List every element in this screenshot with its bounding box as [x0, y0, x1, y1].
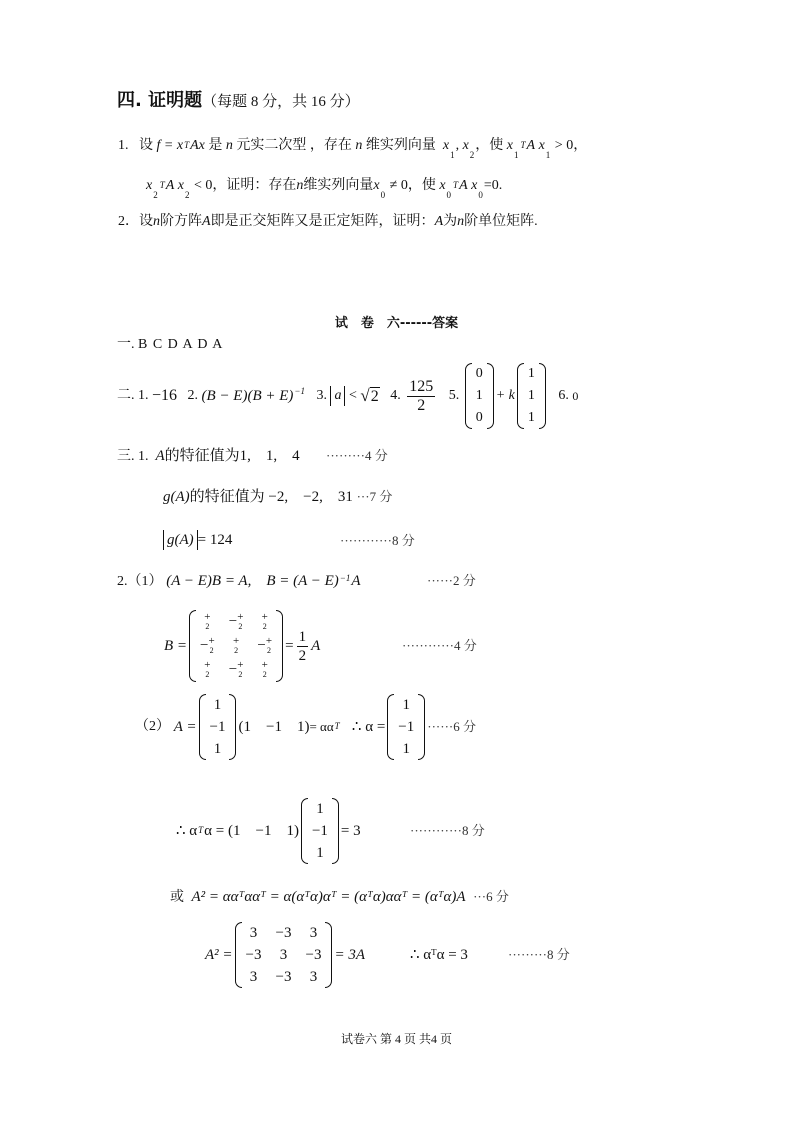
- matrix-b-line: [164, 608, 477, 684]
- section-title: 四. 证明题: [117, 90, 203, 111]
- math: x: [462, 138, 469, 153]
- matrix-cells: [524, 363, 539, 429]
- item-number: 3.: [316, 388, 327, 403]
- score: ···6 分: [473, 889, 509, 904]
- part-label: 二.: [117, 388, 135, 403]
- item-number: 5.: [448, 388, 460, 403]
- part-label: 三.: [117, 449, 135, 464]
- cell-stack: [204, 660, 210, 680]
- left-paren: [465, 363, 472, 429]
- math: A² = ααᵀααᵀ = α(αᵀα)αᵀ = (αᵀα)ααᵀ = (αᵀα)A: [191, 889, 466, 905]
- math: x: [506, 138, 513, 153]
- math-sub: 2: [185, 190, 190, 200]
- numerator: 1: [298, 628, 307, 645]
- score: ······2 分: [427, 573, 476, 588]
- math-sup: T: [334, 721, 340, 731]
- text: 阶单位矩阵.: [464, 214, 538, 229]
- math: = 3: [340, 823, 361, 839]
- matrix-cell: [200, 612, 215, 632]
- matrix-cell: 1: [316, 801, 324, 817]
- matrix-cell: [257, 612, 272, 632]
- matrix-cell: 0: [475, 366, 483, 381]
- math: (A − E)B = A, B = (A − E): [166, 573, 339, 589]
- matrix-cells: [196, 610, 276, 682]
- math: A: [459, 178, 468, 193]
- text: 是: [208, 138, 223, 153]
- cell-bottom: 2: [205, 670, 210, 679]
- math: A: [434, 214, 444, 229]
- math: = αα: [309, 719, 334, 734]
- matrix-cells: [242, 922, 326, 988]
- cell-stack: [204, 612, 210, 632]
- math-sup: −1: [339, 573, 351, 583]
- cell-stack: [262, 660, 268, 680]
- matrix-cells: [206, 694, 230, 760]
- score: ·········8 分: [508, 947, 570, 962]
- math: A: [155, 448, 165, 464]
- alpha-vector: [387, 694, 425, 760]
- item-number: 2.: [187, 388, 199, 403]
- matrix-cell: [200, 636, 215, 656]
- math-sup: −1: [294, 386, 305, 396]
- matrix-cell: −3: [245, 947, 262, 963]
- sqrt-icon: √: [360, 386, 370, 405]
- matrix-cell: 3: [309, 925, 318, 941]
- math-sub: 0: [380, 190, 386, 200]
- cell-stack: [237, 612, 243, 632]
- text: > 0，: [554, 138, 588, 153]
- matrix-cell: 1: [213, 741, 222, 757]
- matrix-cell: [257, 636, 272, 656]
- part-3-q1-line-1: [117, 447, 388, 466]
- text: 维实列向量: [303, 178, 374, 193]
- cell-bottom: 2: [262, 670, 267, 679]
- alpha-t-alpha-line: [176, 794, 485, 868]
- page-footer: 试卷六 第 4 页 共4 页: [340, 1032, 452, 1046]
- matrix-cell: [229, 636, 244, 656]
- cell-bottom: 2: [267, 646, 271, 655]
- matrix-cell: 1: [475, 388, 483, 403]
- score-note: （每题 8 分，共 16 分）: [202, 94, 360, 110]
- text: 阶方阵: [160, 214, 202, 229]
- part-1-answers: [117, 336, 223, 354]
- cell-top: +: [265, 635, 273, 647]
- cell-top: +: [204, 659, 211, 671]
- text: 为: [443, 214, 458, 229]
- math: n: [457, 214, 465, 229]
- cell-top: +: [208, 635, 215, 647]
- column-vector: [301, 798, 339, 864]
- cell-bottom: 2: [205, 622, 210, 631]
- text: 2．设: [118, 214, 153, 229]
- cell-top: +: [232, 635, 240, 647]
- cell-bottom: 2: [262, 622, 267, 631]
- math: x: [373, 178, 380, 193]
- math: A =: [173, 719, 197, 735]
- cell-top: +: [261, 611, 268, 623]
- part-label: 一.: [117, 337, 135, 352]
- cell-stack: [266, 636, 272, 656]
- right-paren: [332, 798, 339, 864]
- item-number: 2.（1）: [117, 574, 163, 589]
- math: ∴ α: [176, 823, 198, 839]
- math-sub: 1: [514, 150, 519, 160]
- math: ∴ αᵀα = 3: [410, 947, 468, 963]
- answers-title: 试 卷 六------答案: [334, 316, 459, 331]
- math: α = (1 −1 1): [204, 823, 299, 839]
- math: A: [165, 178, 175, 193]
- math-sup: T: [198, 825, 204, 835]
- choice-answers: B C D A D A: [138, 337, 224, 352]
- text: 的特征值为1, 1, 4: [164, 448, 300, 464]
- left-paren: [189, 610, 196, 682]
- math: n: [355, 138, 363, 153]
- text: 设: [139, 138, 153, 153]
- math: x: [177, 178, 185, 193]
- text: ≠ 0，使: [389, 178, 436, 193]
- left-paren: [199, 694, 206, 760]
- item-number: 4.: [390, 388, 401, 403]
- matrix-cells: [394, 694, 418, 760]
- text: =0.: [483, 178, 503, 193]
- matrix-cell: [200, 660, 215, 680]
- cell-top: +: [261, 659, 268, 671]
- matrix-cell: 1: [527, 366, 535, 381]
- numerator: 125: [409, 377, 434, 395]
- question-2: [118, 213, 538, 231]
- math: A² =: [205, 947, 233, 963]
- item-number: 1.: [138, 449, 149, 464]
- matrix-cell: 3: [279, 947, 288, 963]
- right-paren: [325, 922, 332, 988]
- matrix-b: [189, 610, 283, 682]
- left-paren: [517, 363, 524, 429]
- item-number: 6.: [558, 388, 569, 403]
- cell-sign: −: [228, 661, 238, 678]
- matrix-cell: 3: [249, 925, 258, 941]
- math: n: [153, 214, 160, 229]
- vector: [517, 363, 546, 429]
- math: n: [296, 178, 304, 193]
- matrix-cells: [472, 363, 487, 429]
- text: < 0，证明：存在: [194, 178, 297, 193]
- text: ，使: [475, 138, 504, 153]
- right-paren: [229, 694, 236, 760]
- math-sup: T: [184, 140, 190, 150]
- math-abs: g(A): [163, 530, 198, 550]
- score: ······6 分: [427, 719, 476, 734]
- matrix-cell: [229, 612, 244, 632]
- left-paren: [301, 798, 308, 864]
- matrix-cell: 1: [402, 741, 411, 757]
- matrix-cell: −3: [275, 925, 292, 941]
- denominator: 2: [298, 647, 307, 664]
- a-squared-line: [205, 918, 570, 992]
- cell-sign: −: [228, 613, 238, 630]
- math-sub: 0: [478, 190, 483, 200]
- math-sub: 1: [545, 150, 551, 160]
- part-3-q1-line-2: [163, 488, 392, 506]
- part-3-q1-line-3: [163, 530, 415, 550]
- math: = 124: [197, 532, 233, 548]
- answer-abs: a: [330, 386, 345, 406]
- matrix-cell: 0: [475, 410, 483, 425]
- denominator: 2: [417, 396, 426, 414]
- alternative-line: [170, 888, 509, 907]
- cell-stack: [262, 612, 268, 632]
- matrix-cell: −3: [305, 947, 322, 963]
- vector: [465, 363, 494, 429]
- score: ············4 分: [402, 638, 477, 653]
- math: =: [285, 638, 294, 654]
- cell-top: +: [237, 611, 244, 623]
- matrix-cell: −1: [311, 823, 328, 839]
- score: ·········4 分: [326, 448, 388, 463]
- score: ············8 分: [340, 533, 415, 548]
- cell-top: +: [237, 659, 244, 671]
- math: = 3A: [334, 947, 365, 963]
- question-1-line-2: [146, 177, 503, 200]
- cell-bottom: 2: [238, 670, 243, 679]
- math: A: [351, 573, 361, 589]
- math: x: [471, 178, 478, 193]
- fraction: [407, 378, 435, 415]
- score: ············8 分: [410, 823, 485, 838]
- math-sub: 2: [469, 150, 475, 160]
- cell-stack: [233, 636, 239, 656]
- matrix-cell: −3: [275, 969, 292, 985]
- fraction: [297, 628, 309, 665]
- item-number: （2）: [135, 719, 170, 734]
- left-paren: [235, 922, 242, 988]
- matrix-cell: 1: [316, 845, 324, 861]
- score: ···7 分: [356, 489, 393, 504]
- math: + k: [495, 388, 515, 403]
- text: 元实二次型 ，存在: [236, 138, 352, 153]
- math-sub: 0: [446, 190, 452, 200]
- matrix-cells: [308, 798, 332, 864]
- matrix-cell: 3: [309, 969, 318, 985]
- math-sup: T: [453, 180, 459, 190]
- row-vector: (1 −1 1): [238, 719, 310, 735]
- question-number: 1.: [118, 138, 129, 153]
- math-sub: 2: [153, 190, 158, 200]
- part-2-line: [135, 690, 476, 764]
- answer: 0: [572, 389, 579, 403]
- math: Ax: [190, 138, 205, 153]
- math: x: [146, 178, 153, 193]
- math: <: [348, 388, 357, 403]
- math: B =: [164, 638, 188, 654]
- math: x: [439, 178, 446, 193]
- cell-bottom: 2: [209, 646, 214, 655]
- cell-sign: −: [257, 637, 266, 654]
- part-3-q2-line-1: [117, 572, 476, 591]
- answer: −16: [152, 387, 178, 404]
- matrix-cell: [257, 660, 272, 680]
- section-heading: [117, 92, 360, 112]
- text: 或: [170, 890, 184, 905]
- math: A: [311, 638, 321, 654]
- math: 2: [370, 387, 379, 405]
- matrix-cell: −1: [209, 719, 226, 735]
- cell-bottom: 2: [238, 622, 243, 631]
- text: 维实列向量: [365, 138, 436, 153]
- matrix-cell: [229, 660, 244, 680]
- column-vector: [199, 694, 237, 760]
- cell-stack: [237, 660, 243, 680]
- item-number: 1.: [138, 388, 149, 403]
- matrix-cell: 1: [402, 697, 411, 713]
- cell-bottom: 2: [234, 646, 239, 655]
- answer: (B − E)(B + E): [201, 388, 294, 404]
- matrix-cell: 3: [249, 969, 258, 985]
- cell-sign: −: [200, 637, 209, 654]
- matrix-cell: 1: [527, 410, 535, 425]
- math: x: [442, 138, 450, 153]
- part-2-answers: [117, 358, 578, 434]
- text: 的特征值为 −2, −2, 31: [189, 489, 353, 505]
- right-paren: [487, 363, 494, 429]
- math: A: [526, 138, 536, 153]
- math: g(A): [163, 489, 190, 505]
- math-sup: T: [520, 140, 526, 150]
- math: A: [202, 214, 211, 229]
- matrix-cell: 1: [213, 697, 222, 713]
- right-paren: [276, 610, 283, 682]
- left-paren: [387, 694, 394, 760]
- text: ,: [455, 138, 460, 153]
- text: 即是正交矩阵又是正定矩阵，证明：: [210, 214, 435, 229]
- math: x: [538, 138, 545, 153]
- question-1-line-1: [118, 137, 588, 160]
- matrix-cell: 1: [527, 388, 535, 403]
- math-sub: 1: [450, 150, 455, 160]
- right-paren: [539, 363, 546, 429]
- math: n: [225, 138, 233, 153]
- matrix-cell: −1: [398, 719, 415, 735]
- cell-stack: [209, 636, 215, 656]
- math: f = x: [156, 138, 184, 153]
- cell-top: +: [204, 611, 211, 623]
- math-sup: T: [159, 180, 165, 190]
- right-paren: [418, 694, 425, 760]
- a-squared-matrix: [235, 922, 333, 988]
- math: ∴ α =: [351, 719, 386, 735]
